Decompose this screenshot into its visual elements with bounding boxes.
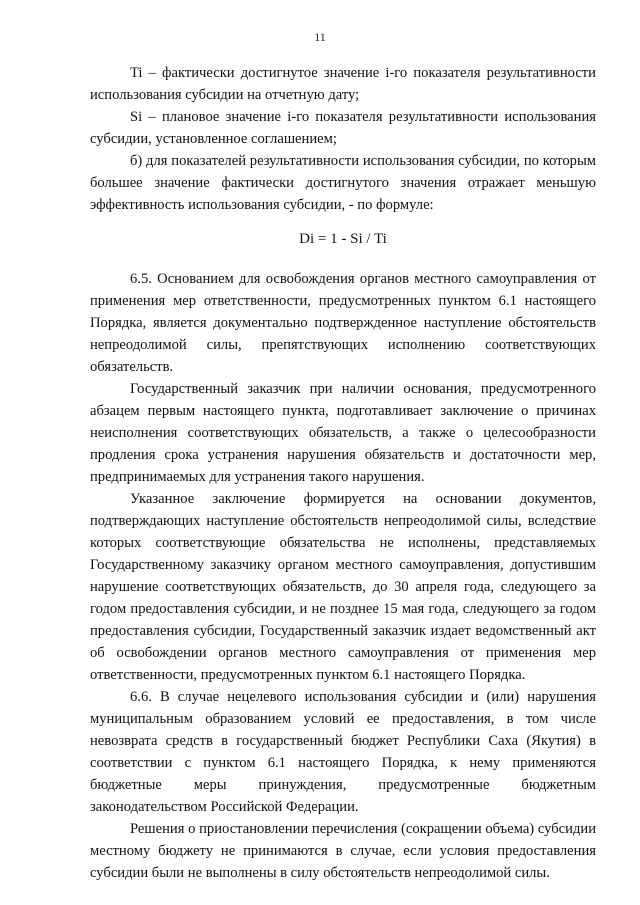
paragraph-6-6: 6.6. В случае нецелевого использования субсидии и (или) нарушения муниципальным образованием условий ее предоставления, в том числе невозврата средств в государственный бюджет Республики Саха (Якутия) в соответствии с пунктом 6.1 настоящего Порядка, к нему применяются бюджетные меры принуждения, предусмотренные бюджетным законодательством Российской Федерации. <box>90 689 596 815</box>
document-body <box>90 62 596 884</box>
paragraph-formula-intro: б) для показателей результативности использования субсидии, по которым большее значение фактически достигнутого значения отражает меньшую эффективность использования субсидии, - по формуле: <box>90 153 596 213</box>
paragraph-suspension-decisions: Решения о приостановлении перечисления (сокращении объема) субсидии местному бюджету не принимаются в случае, если условия предоставления субсидии были не выполнены в силу обстоятельств непреодолимой силы. <box>90 821 596 881</box>
page-number: 11 <box>314 30 326 44</box>
paragraph-ti-definition: Ti – фактически достигнутое значение i-го показателя результативности использования субсидии на отчетную дату; <box>90 65 596 103</box>
formula: Di = 1 - Si / Ti <box>299 231 387 247</box>
paragraph-6-5: 6.5. Основанием для освобождения органов местного самоуправления от применения мер ответственности, предусмотренных пунктом 6.1 настоящего Порядка, является документально подтвержденное наступление обстоятельств непреодолимой силы, препятствующих исполнению соответствующих обязательств. <box>90 271 596 375</box>
paragraph-conclusion-prep: Государственный заказчик при наличии основания, предусмотренного абзацем первым настоящего пункта, подготавливает заключение о причинах неисполнения соответствующих обязательств, а также о целесообразности продления срока устранения нарушения обязательств и достаточности мер, предпринимаемых для устранения такого нарушения. <box>90 381 596 485</box>
paragraph-si-definition: Si – плановое значение i-го показателя результативности использования субсидии, установленное соглашением; <box>90 109 596 147</box>
paragraph-conclusion-basis: Указанное заключение формируется на основании документов, подтверждающих наступление обстоятельств непреодолимой силы, вследствие которых соответствующие обязательства не исполнены, представляемых Государственному заказчику органом местного самоуправления, допустившим нарушение соответствующих обязательств, до 30 апреля года, следующего за годом предоставления субсидии, и не позднее 15 мая года, следующего за годом предоставления субсидии, Государственный заказчик издает ведомственный акт об освобождении органов местного самоуправления от применения мер ответственности, предусмотренных пунктом 6.1 настоящего Порядка. <box>90 491 596 683</box>
